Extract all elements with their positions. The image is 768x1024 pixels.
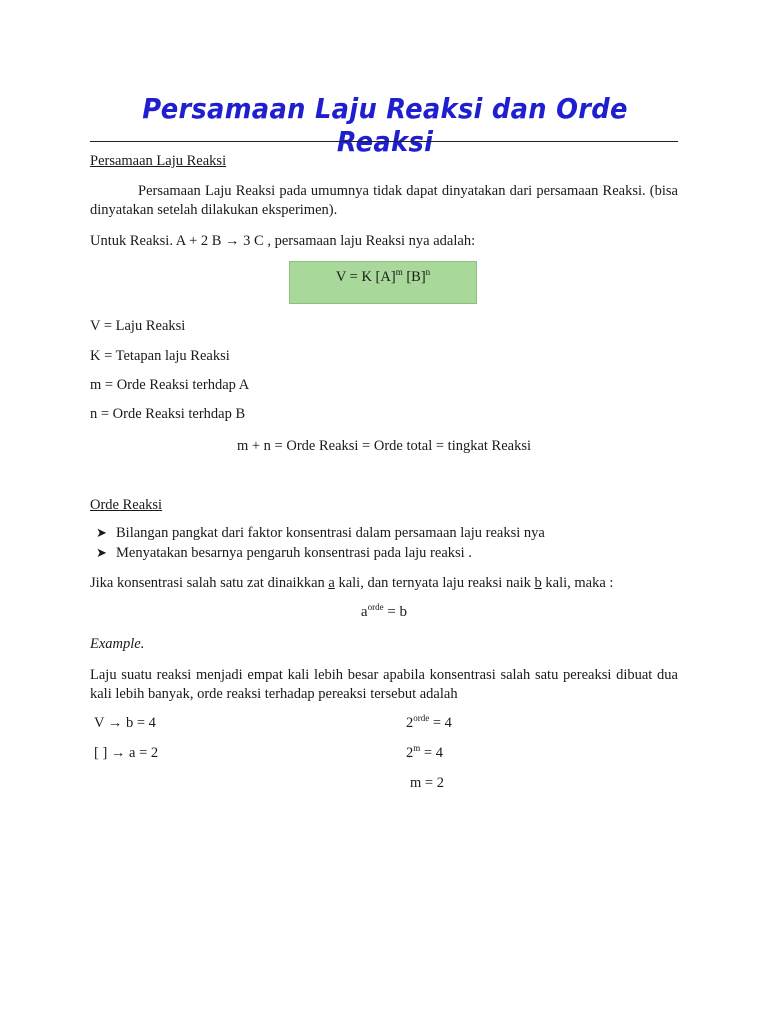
total-order-equation: m + n = Orde Reaksi = Orde total = tingkat Reaksi — [236, 438, 532, 454]
section-heading-orde: Orde Reaksi — [90, 497, 163, 513]
definition-item: m = Orde Reaksi terhdap A — [90, 377, 250, 393]
definition-item: K = Tetapan laju Reaksi — [90, 348, 230, 364]
reaction-sentence: Untuk Reaksi. A + 2 B → 3 C , persamaan laju Reaksi nya adalah: — [90, 233, 476, 249]
intro-paragraph: Persamaan Laju Reaksi pada umumnya tidak dapat dinyatakan dari persamaan Reaksi. (bisa dinyatakan setelah dilakukan eksperimen). — [90, 183, 678, 218]
definition-item: n = Orde Reaksi terhdap B — [90, 406, 246, 422]
page-title: Persamaan Laju Reaksi dan Orde Reaksi — [142, 92, 628, 158]
example-given: [ ] → a = 2 — [94, 745, 159, 761]
definition-item: V = Laju Reaksi — [90, 318, 186, 334]
bullet-item: ➤ Menyatakan besarnya pengaruh konsentrasi pada laju reaksi . — [96, 545, 472, 561]
rule-sentence: Jika konsentrasi salah satu zat dinaikkan a kali, dan ternyata laju reaksi naik b kali, maka : — [90, 575, 614, 591]
section-heading-persamaan: Persamaan Laju Reaksi — [90, 153, 227, 169]
rate-law-formula-box: V = K $[A]^m$ $[B]^n$ — [289, 261, 477, 304]
arrow-bullet-icon: ➤ — [96, 525, 107, 540]
example-given: V → b = 4 — [94, 715, 156, 731]
bullet-item: ➤ Bilangan pangkat dari faktor konsentrasi dalam persamaan laju reaksi nya — [96, 525, 545, 541]
arrow-bullet-icon: ➤ — [96, 545, 107, 560]
example-step: $2^m = 4$ — [406, 743, 443, 761]
example-paragraph: Laju suatu reaksi menjadi empat kali lebih besar apabila konsentrasi salah satu pereaksi dibuat dua kali lebih banyak, orde reaksi terhadap pereaksi tersebut adalah — [90, 667, 678, 702]
order-equation: $a^{orde} = b$ — [360, 602, 408, 620]
example-step: $2^{orde} = 4$ — [406, 713, 452, 731]
example-label: Example. — [90, 636, 145, 652]
title-divider — [90, 141, 678, 142]
example-result: m = 2 — [410, 775, 444, 791]
